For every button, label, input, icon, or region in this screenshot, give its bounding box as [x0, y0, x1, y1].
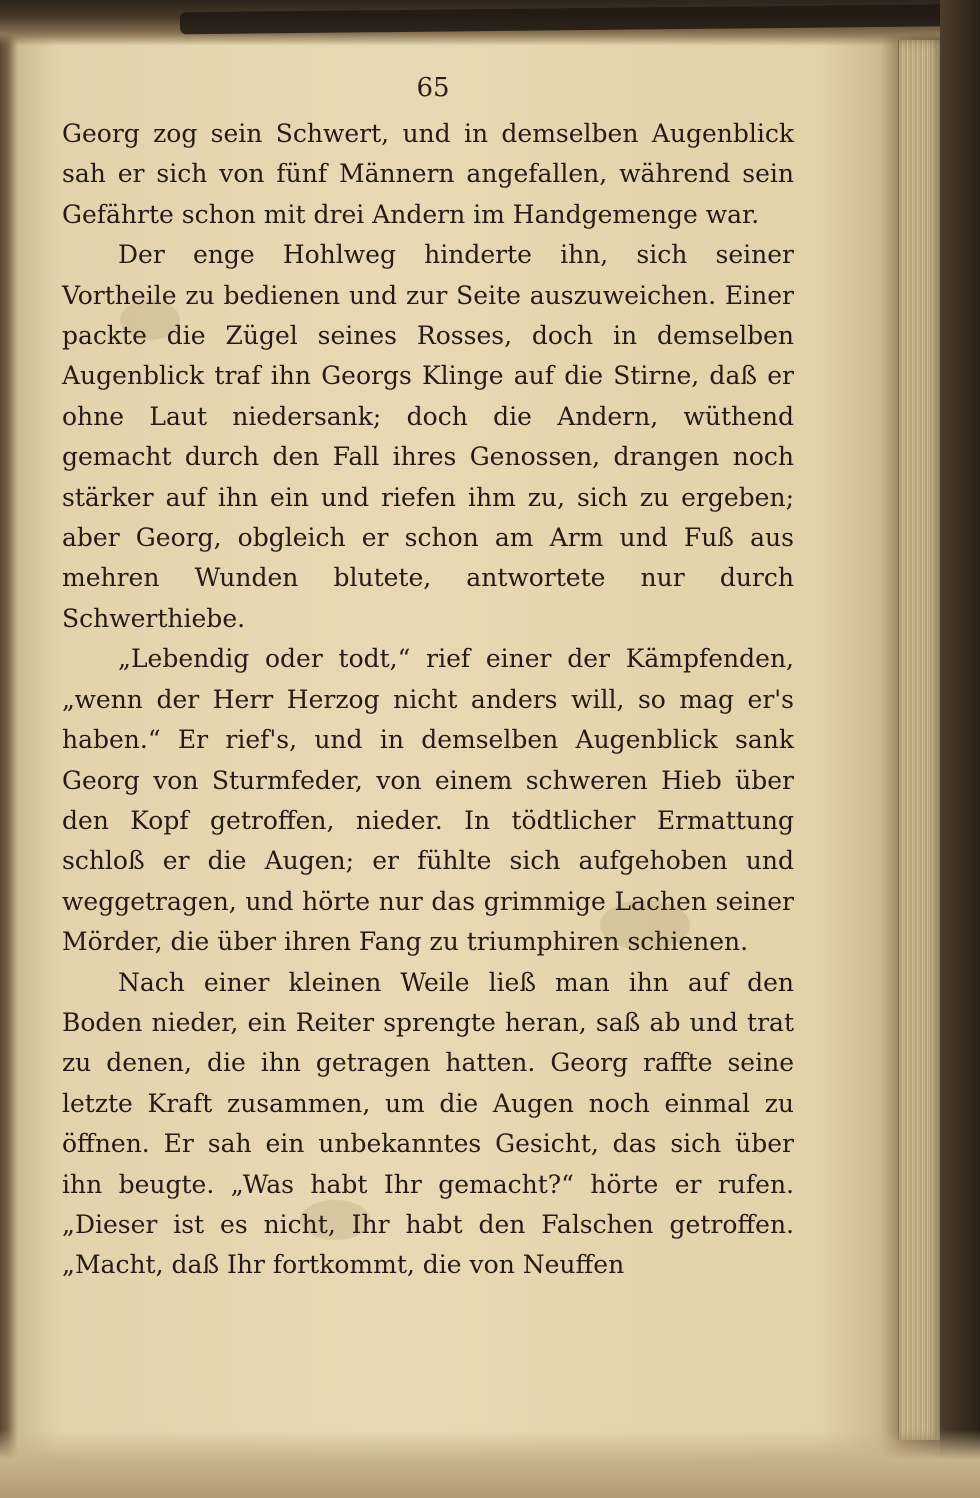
paragraph: Georg zog sein Schwert, und in demselben Augenblick sah er sich von fünf Männern angefallen, während sein Gefährte schon mit drei Andern im Handgemenge war.: [62, 119, 794, 229]
body-text: [62, 114, 794, 1286]
paragraph: Der enge Hohlweg hinderte ihn, sich seiner Vortheile zu bedienen und zur Seite auszuweichen. Einer packte die Zügel seines Rosses, doch in demselben Augenblick traf ihn Georgs Klinge auf die Stirne, daß er ohne Laut niedersank; doch die Andern, wüthend gemacht durch den Fall ihres Genossen, drangen noch stärker auf ihn ein und riefen ihm zu, sich zu ergeben; aber Georg, obgleich er schon am Arm und Fuß aus mehren Wunden blutete, antwortete nur durch Schwerthiebe.: [62, 240, 794, 633]
paragraph: Nach einer kleinen Weile ließ man ihn auf den Boden nieder, ein Reiter sprengte heran, saß ab und trat zu denen, die ihn getragen hatten. Georg raffte seine letzte Kraft zusammen, um die Augen noch einmal zu öffnen. Er sah ein unbekanntes Gesicht, das sich über ihn beugte. „Was habt Ihr gemacht?“ hörte er rufen. „Dieser ist es nicht, Ihr habt den Falschen getroffen. „Macht, daß Ihr fortkommt, die von Neuffen: [62, 967, 794, 1280]
page-edges-stack: [898, 40, 943, 1440]
book-bottom-edge: [0, 1430, 980, 1498]
book-cover-edge: [940, 0, 980, 1498]
page-number: 65: [416, 73, 450, 103]
paragraph: „Lebendig oder todt,“ rief einer der Kämpfenden, „wenn der Herr Herzog nicht anders will, so mag er's haben.“ Er rief's, und in demselben Augenblick sank Georg von Sturmfeder, von einem schweren Hieb über den Kopf getroffen, nieder. In tödtlicher Ermattung schloß er die Augen; er fühlte sich aufgehoben und weggetragen, und hörte nur das grimmige Lachen seiner Mörder, die über ihren Fang zu triumphiren schienen.: [62, 644, 794, 957]
page-content: [62, 68, 794, 1418]
